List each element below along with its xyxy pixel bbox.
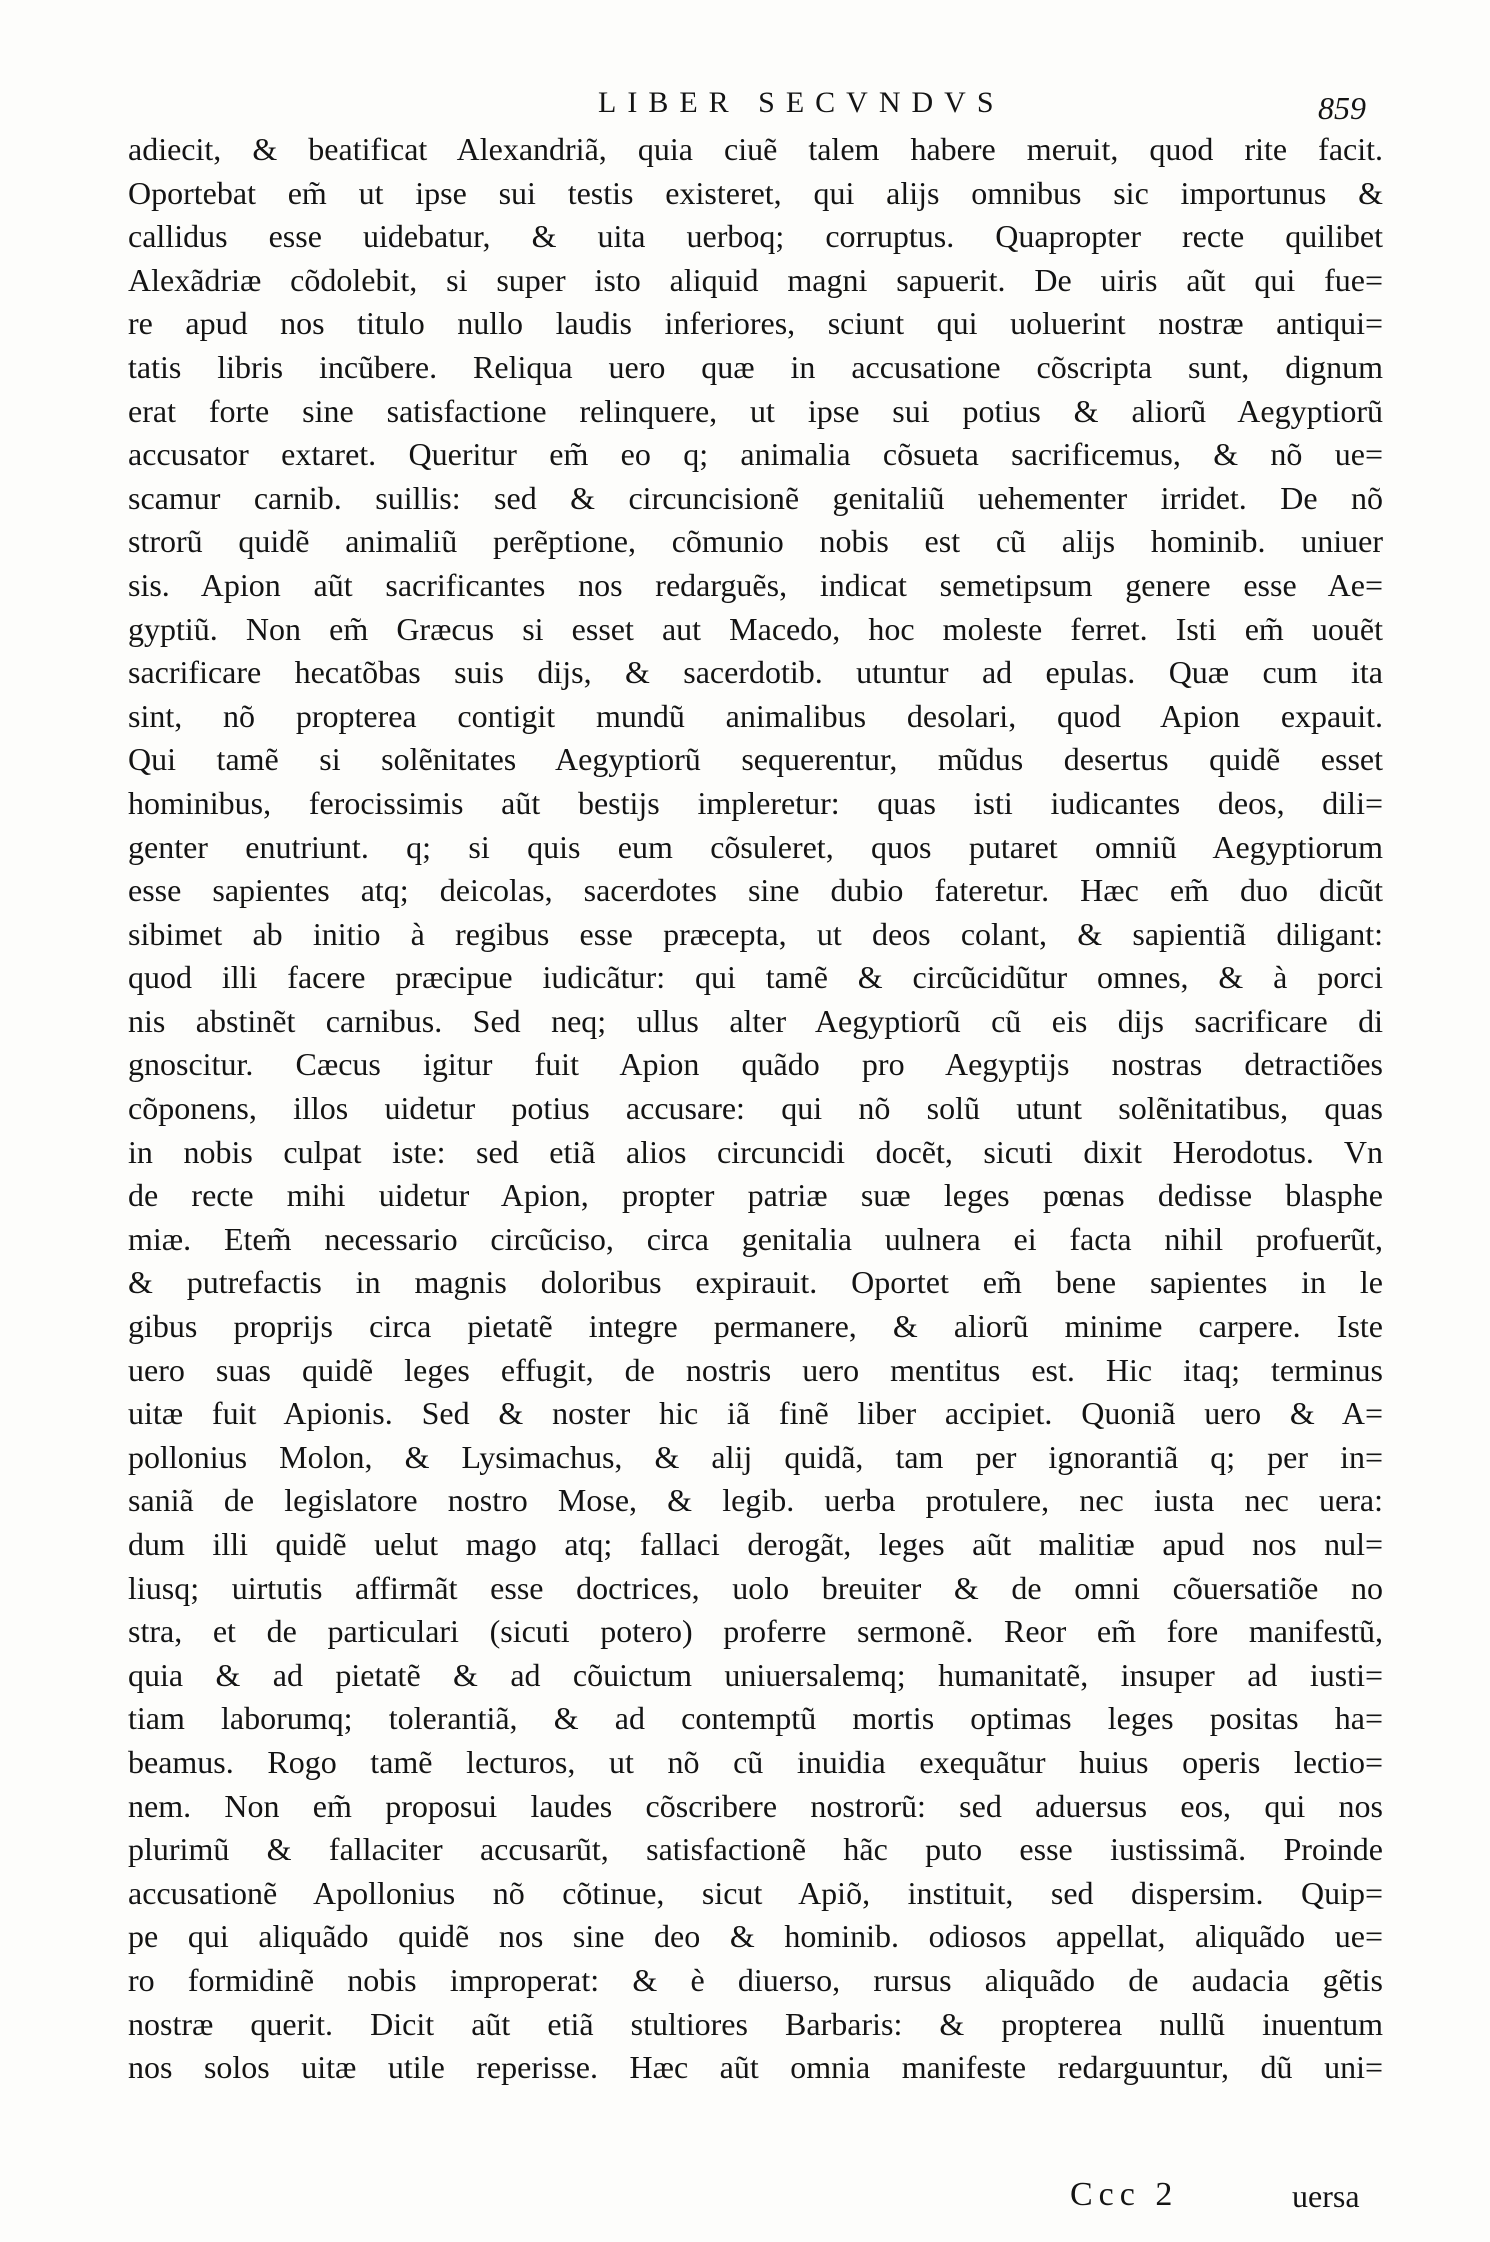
text-line: stra, et de particulari (sicuti potero) proferre sermonẽ. Reor em̃ fore manifestũ, xyxy=(128,1613,1383,1650)
text-line: nis abstinẽt carnibus. Sed neq; ullus alter Aegyptiorũ cũ eis dijs sacrificare di xyxy=(128,1002,1383,1039)
text-line: Oportebat em̃ ut ipse sui testis existeret, qui alijs omnibus sic importunus & xyxy=(128,174,1383,211)
text-line: liusq; uirtutis affirmãt esse doctrices, uolo breuiter & de omni cõuersatiõe no xyxy=(128,1569,1383,1606)
running-title: LIBER SECVNDVS xyxy=(598,86,1005,119)
text-line: sibimet ab initio à regibus esse præcepta, ut deos colant, & sapientiã diligant: xyxy=(128,915,1383,952)
text-line: dum illi quidẽ uelut mago atq; fallaci derogãt, leges aũt malitiæ apud nos nul= xyxy=(128,1526,1383,1562)
text-block xyxy=(128,128,1383,2090)
text-line: de recte mihi uidetur Apion, propter patriæ suæ leges pœnas dedisse blasphe xyxy=(128,1177,1383,1214)
text-line: hominibus, ferocissimis aũt bestijs impleretur: quas isti iudicantes deos, dili= xyxy=(128,784,1383,821)
running-head xyxy=(0,86,1490,126)
text-line: uitæ fuit Apionis. Sed & noster hic iã finẽ liber accipiet. Quoniã uero & A= xyxy=(128,1395,1383,1432)
text-line: nos solos uitæ utile reperisse. Hæc aũt omnia manifeste redarguuntur, dũ uni= xyxy=(128,2049,1383,2086)
text-line: sint, nõ propterea contigit mundũ animalibus desolari, quod Apion expauit. xyxy=(128,697,1383,734)
text-line: & putrefactis in magnis doloribus expirauit. Oportet em̃ bene sapientes in le xyxy=(128,1264,1383,1301)
text-line: genter enutriunt. q; si quis eum cõsuleret, quos putaret omniũ Aegyptiorum xyxy=(128,828,1383,865)
page-foot xyxy=(0,2176,1490,2220)
text-line: scamur carnib. suillis: sed & circuncisionẽ genitaliũ uehementer irridet. De nõ xyxy=(128,479,1383,516)
text-line: ro formidinẽ nobis improperat: & è diuerso, rursus aliquãdo de audacia gẽtis xyxy=(128,1961,1383,1998)
folio-number: 859 xyxy=(1318,90,1366,126)
text-line: saniã de legislatore nostro Mose, & legib. uerba protulere, nec iusta nec uera: xyxy=(128,1482,1383,1519)
text-line: erat forte sine satisfactione relinquere, ut ipse sui potius & aliorũ Aegyptiorũ xyxy=(128,392,1383,429)
text-line: miæ. Etem̃ necessario circũciso, circa genitalia uulnera ei facta nihil profuerũt, xyxy=(128,1220,1383,1257)
text-line: cõponens, illos uidetur potius accusare: qui nõ solũ utunt solẽnitatibus, quas xyxy=(128,1090,1383,1127)
text-line: sis. Apion aũt sacrificantes nos redarguẽs, indicat semetipsum genere esse Ae= xyxy=(128,566,1383,603)
text-line: tatis libris incũbere. Reliqua uero quæ in accusatione cõscripta sunt, dignum xyxy=(128,348,1383,385)
catchword: uersa xyxy=(1292,2178,1360,2214)
text-line: nem. Non em̃ proposui laudes cõscribere nostrorũ: sed aduersus eos, qui nos xyxy=(128,1787,1383,1824)
text-line: callidus esse uidebatur, & uita uerboq; corruptus. Quapropter recte quilibet xyxy=(128,218,1383,255)
text-line: Alexãdriæ cõdolebit, si super isto aliquid magni sapuerit. De uiris aũt qui fue= xyxy=(128,261,1383,298)
text-line: nostræ querit. Dicit aũt etiã stultiores Barbaris: & propterea nullũ inuentum xyxy=(128,2005,1383,2042)
text-line: gibus proprijs circa pietatẽ integre permanere, & aliorũ minime carpere. Iste xyxy=(128,1308,1383,1345)
text-line: gnoscitur. Cæcus igitur fuit Apion quãdo pro Aegyptijs nostras detractiões xyxy=(128,1046,1383,1083)
text-line: plurimũ & fallaciter accusarũt, satisfactionẽ hãc puto esse iustissimã. Proinde xyxy=(128,1831,1383,1868)
text-line: quia & ad pietatẽ & ad cõuictum uniuersalemq; humanitatẽ, insuper ad iusti= xyxy=(128,1656,1383,1693)
text-line: adiecit, & beatificat Alexandriã, quia ciuẽ talem habere meruit, quod rite facit. xyxy=(128,131,1383,167)
text-line: accusationẽ Apollonius nõ cõtinue, sicut Apiõ, instituit, sed dispersim. Quip= xyxy=(128,1874,1383,1911)
text-line: beamus. Rogo tamẽ lecturos, ut nõ cũ inuidia exequãtur huius operis lectio= xyxy=(128,1743,1383,1780)
text-line: sacrificare hecatõbas suis dijs, & sacerdotib. utuntur ad epulas. Quæ cum ita xyxy=(128,654,1383,691)
text-line: quod illi facere præcipue iudicãtur: qui tamẽ & circũcidũtur omnes, & à porci xyxy=(128,959,1383,996)
text-line: re apud nos titulo nullo laudis inferiores, sciunt qui uoluerint nostræ antiqui= xyxy=(128,305,1383,342)
text-line: esse sapientes atq; deicolas, sacerdotes sine dubio fateretur. Hæc em̃ duo dicũt xyxy=(128,872,1383,909)
signature-mark: Ccc 2 xyxy=(1070,2176,1179,2213)
text-line: strorũ quidẽ animaliũ perẽptione, cõmunio nobis est cũ alijs hominib. uniuer xyxy=(128,523,1383,560)
text-line: pollonius Molon, & Lysimachus, & alij quidã, tam per ignorantiã q; per in= xyxy=(128,1438,1383,1475)
text-line: uero suas quidẽ leges effugit, de nostris uero mentitus est. Hic itaq; terminus xyxy=(128,1351,1383,1388)
text-line: accusator extaret. Queritur em̃ eo q; animalia cõsueta sacrificemus, & nõ ue= xyxy=(128,436,1383,473)
text-line: gyptiũ. Non em̃ Græcus si esset aut Macedo, hoc moleste ferret. Isti em̃ uouẽt xyxy=(128,610,1383,647)
text-line: tiam laborumq; tolerantiã, & ad contemptũ mortis optimas leges positas ha= xyxy=(128,1700,1383,1737)
text-line: Qui tamẽ si solẽnitates Aegyptiorũ sequerentur, mũdus desertus quidẽ esset xyxy=(128,741,1383,778)
text-line: pe qui aliquãdo quidẽ nos sine deo & hominib. odiosos appellat, aliquãdo ue= xyxy=(128,1918,1383,1955)
text-line: in nobis culpat iste: sed etiã alios circuncidi docẽt, sicuti dixit Herodotus. Vn xyxy=(128,1133,1383,1170)
